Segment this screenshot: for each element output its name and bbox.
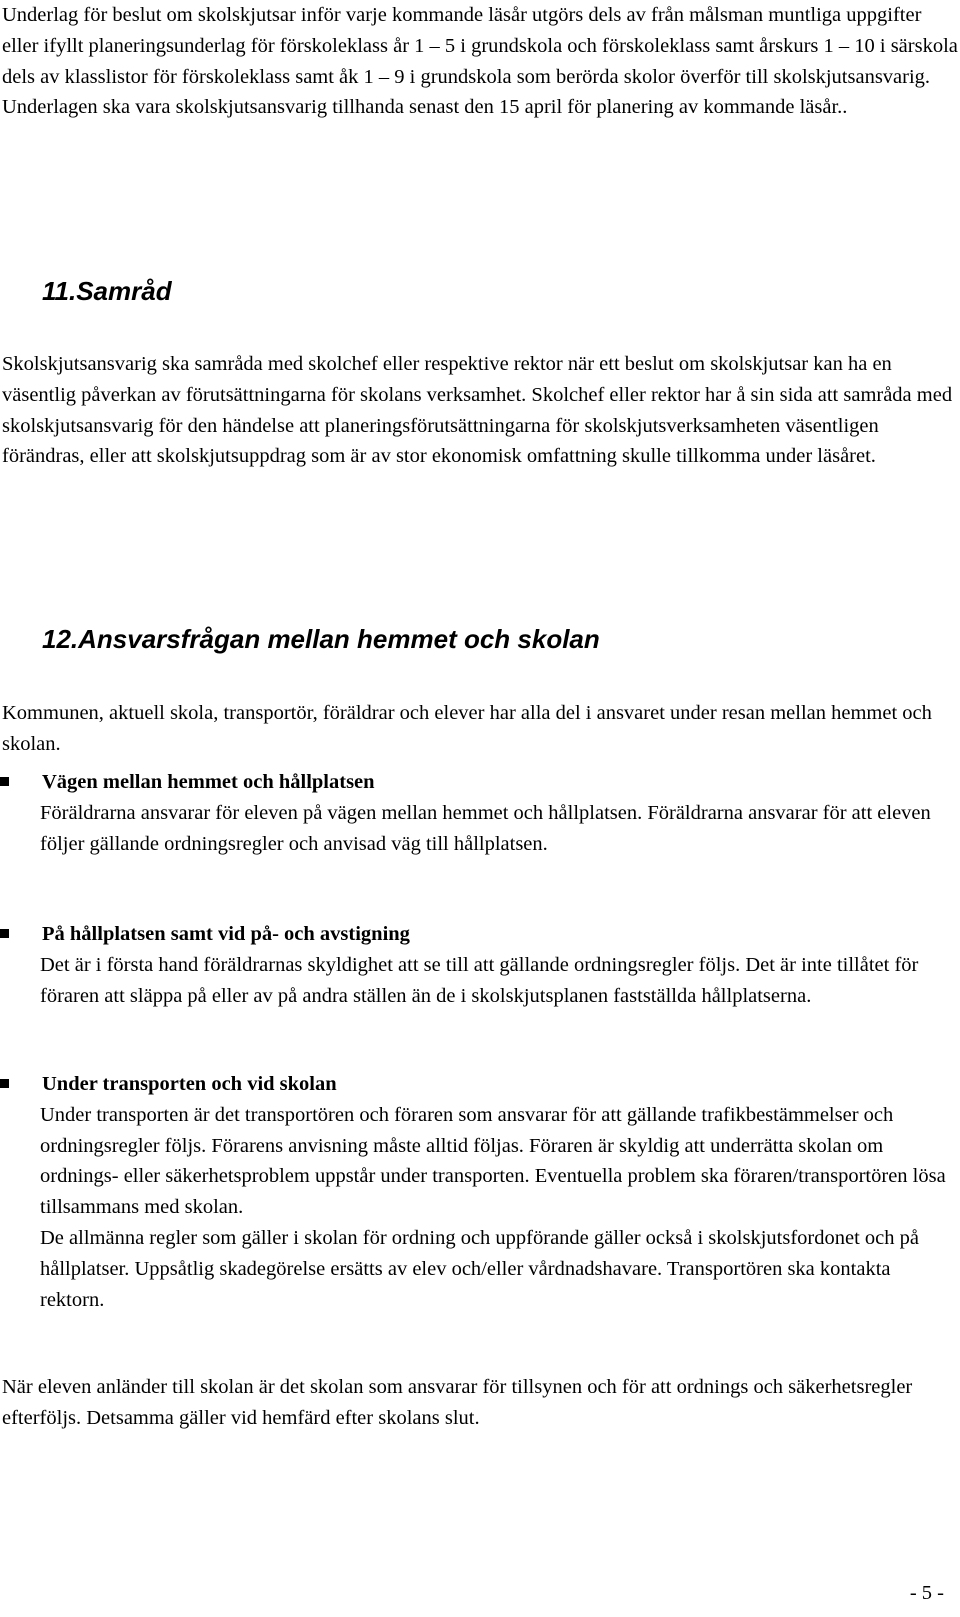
bullet-section-vagen xyxy=(40,767,958,859)
section-11-paragraph: Skolskjutsansvarig ska samråda med skolchef eller respektive rektor när ett beslut om skolskjutsar kan ha en väsentlig påverkan av förutsättningarna för skolans verksamhet. Skolchef eller rektor har å sin sida att samråda med skolskjutsansvarig för den händelse att planeringsförutsättningarna för skolskjutsverksamheten väsentligen förändras, eller att skolskjutsuppdrag som är av stor ekonomisk omfattning skulle tillkomma under läsåret. xyxy=(2,353,953,468)
closing-paragraph: När eleven anländer till skolan är det skolan som ansvarar för tillsynen och för att ordnings och säkerhetsregler efterföljs. Detsamma gäller vid hemfärd efter skolans slut. xyxy=(2,1376,913,1429)
bullet-title: På hållplatsen samt vid på- och avstigning xyxy=(42,923,410,945)
section-11-heading: 11.Samråd xyxy=(42,276,172,306)
bullet-body: Det är i första hand föräldrarnas skyldighet att se till att gällande ordningsregler följs. Det är inte tillåtet för föraren att släppa på eller av på andra ställen än de i skolskjutsplanen fastställda hållplatserna. xyxy=(40,953,919,1007)
bullet-body-continued: De allmänna regler som gäller i skolan för ordning och uppförande gäller också i skolskjutsfordonet och på hållplatser. Uppsåtlig skadegörelse ersätts av elev och/eller vårdnadshavare. Transportören ska kontakta rektorn. xyxy=(40,1226,919,1311)
bullet-section-transporten xyxy=(40,1069,958,1315)
section-12-intro-paragraph: Kommunen, aktuell skola, transportör, föräldrar och elever har alla del i ansvaret under resan mellan hemmet och skolan. xyxy=(2,702,932,755)
page-number: - 5 - xyxy=(909,1582,944,1604)
bullet-section-hallplatsen xyxy=(40,919,958,1011)
bullet-body: Under transporten är det transportören och föraren som ansvarar för att gällande trafikbestämmelser och ordningsregler följs. Förarens anvisning måste alltid följas. Föraren är skyldig att underrätta skolan om ordnings- eller säkerhetsproblem uppstår under transporten. Eventuella problem ska föraren/transportören lösa tillsammans med skolan. xyxy=(40,1103,946,1219)
bullet-title: Under transporten och vid skolan xyxy=(42,1073,337,1095)
bullet-title: Vägen mellan hemmet och hållplatsen xyxy=(42,771,375,793)
section-12-heading: 12.Ansvarsfrågan mellan hemmet och skolan xyxy=(42,624,600,654)
intro-paragraph: Underlag för beslut om skolskjutsar inför varje kommande läsår utgörs dels av från målsman muntliga uppgifter eller ifyllt planeringsunderlag för förskoleklass år 1 – 5 i grundskola och förskoleklass samt årskurs 1 – 10 i särskola dels av klasslistor för förskoleklass samt åk 1 – 9 i grundskola som berörda skolor överför till skolskjutsansvarig. Underlagen ska vara skolskjutsansvarig tillhanda senast den 15 april för planering av kommande läsår.. xyxy=(2,4,958,119)
bullet-body: Föräldrarna ansvarar för eleven på vägen mellan hemmet och hållplatsen. Föräldrarna ansvarar för att eleven följer gällande ordningsregler och anvisad väg till hållplatsen. xyxy=(40,801,931,855)
